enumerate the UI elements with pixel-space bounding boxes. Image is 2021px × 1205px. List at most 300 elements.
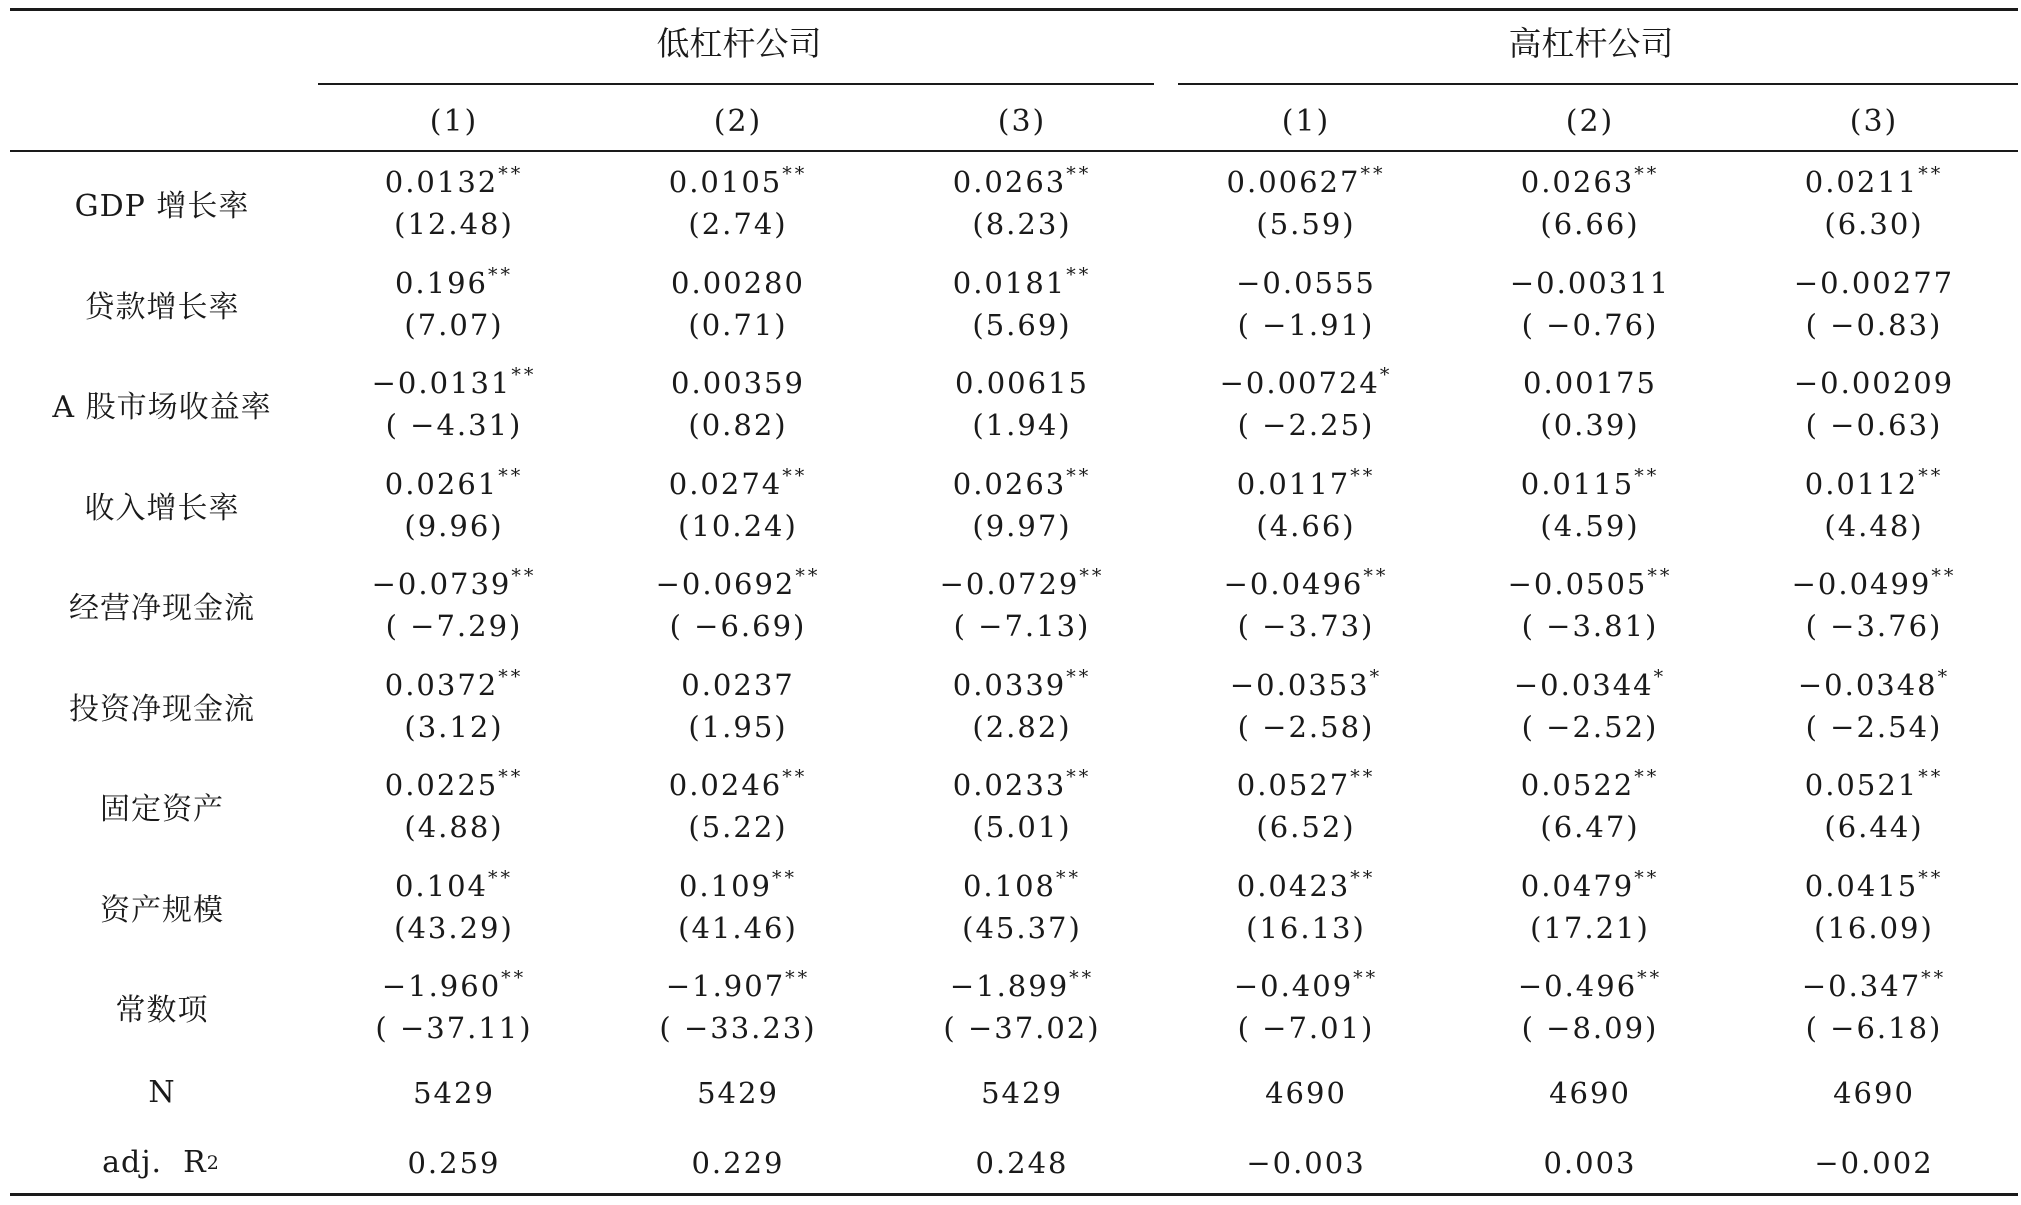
t-statistic: (4.48) (1824, 508, 1924, 543)
table-cell: −0.002 (1814, 1145, 1934, 1180)
coefficient (950, 965, 1094, 1007)
table-cell (1732, 756, 2016, 857)
table-row (0, 153, 2021, 254)
coefficient (963, 865, 1081, 907)
coefficient-value: 0.0339 (952, 667, 1067, 702)
coefficient (1237, 865, 1375, 907)
table-cell: 5429 (413, 1075, 495, 1110)
t-statistic: (8.23) (972, 207, 1072, 242)
coefficient (953, 262, 1091, 304)
table-cell: 5429 (697, 1075, 779, 1110)
row-label: adj. R 2 (102, 1145, 222, 1180)
table-cell (1448, 857, 1732, 958)
table-cell (596, 254, 880, 355)
coefficient-value: 0.0115 (1520, 466, 1635, 501)
coefficient (940, 563, 1105, 605)
t-statistic: (2.82) (972, 709, 1072, 744)
significance-stars: ** (501, 967, 527, 990)
t-statistic: ( −7.13) (953, 609, 1091, 644)
header-rule (10, 150, 2018, 152)
table-cell (1732, 254, 2016, 355)
coefficient (669, 764, 807, 806)
coefficient (1521, 161, 1659, 203)
table-row (0, 756, 2021, 857)
coefficient-value: −0.00311 (1509, 265, 1671, 300)
table-cell (312, 254, 596, 355)
table-cell: 4690 (1265, 1075, 1347, 1110)
table-cell (312, 656, 596, 757)
t-statistic: ( −2.58) (1237, 709, 1375, 744)
t-statistic: ( −6.69) (669, 609, 807, 644)
coefficient-value: −0.0505 (1507, 567, 1648, 602)
t-statistic: (45.37) (962, 910, 1082, 945)
t-statistic: (17.21) (1530, 910, 1650, 945)
significance-stars: * (1653, 665, 1667, 688)
significance-stars: ** (1350, 766, 1376, 789)
significance-stars: ** (782, 766, 808, 789)
significance-stars: ** (1066, 464, 1092, 487)
column-header: (3) (997, 104, 1047, 139)
coefficient (953, 664, 1091, 706)
table-row (0, 354, 2021, 455)
table-cell (312, 555, 596, 656)
t-statistic: ( −2.52) (1521, 709, 1659, 744)
significance-stars: ** (1353, 967, 1379, 990)
group-title-high-leverage: 高杠杆公司 (1508, 24, 1674, 63)
t-statistic: (1.94) (972, 408, 1072, 443)
significance-stars: ** (498, 464, 524, 487)
coefficient (1805, 161, 1943, 203)
t-statistic: (43.29) (394, 910, 514, 945)
coefficient-value: −0.0555 (1236, 265, 1376, 300)
significance-stars: ** (1363, 565, 1389, 588)
table-cell (312, 756, 596, 857)
t-statistic: (6.30) (1824, 207, 1924, 242)
table-row (0, 555, 2021, 656)
t-statistic: (0.39) (1540, 408, 1640, 443)
t-statistic: (9.97) (972, 508, 1072, 543)
coefficient (1521, 865, 1659, 907)
table-cell (596, 756, 880, 857)
coefficient (681, 664, 794, 706)
coefficient-value: 0.0105 (668, 165, 783, 200)
table-cell: 4690 (1549, 1075, 1631, 1110)
coefficient-value: −0.409 (1233, 969, 1354, 1004)
coefficient (671, 262, 805, 304)
table-cell (1448, 254, 1732, 355)
table-cell (1164, 254, 1448, 355)
significance-stars: ** (1921, 967, 1947, 990)
t-statistic: (4.59) (1540, 508, 1640, 543)
coefficient-value: 0.0522 (1520, 768, 1635, 803)
coefficient-value: 0.0263 (952, 466, 1067, 501)
coefficient (1220, 362, 1393, 404)
t-statistic: ( −0.63) (1805, 408, 1943, 443)
column-header: (1) (1281, 104, 1331, 139)
t-statistic: ( −0.83) (1805, 307, 1943, 342)
table-cell (596, 957, 880, 1058)
coefficient-value: 0.0372 (384, 667, 499, 702)
t-statistic: (0.71) (688, 307, 788, 342)
significance-stars: ** (782, 163, 808, 186)
row-label: GDP 增长率 (74, 189, 250, 225)
coefficient (395, 865, 513, 907)
significance-stars: ** (1079, 565, 1105, 588)
t-statistic: ( −2.25) (1237, 408, 1375, 443)
coefficient-value: −0.00209 (1793, 366, 1955, 401)
table-cell (312, 455, 596, 556)
table-cell (596, 656, 880, 757)
coefficient (1518, 965, 1662, 1007)
row-label: 投资净现金流 (69, 691, 255, 727)
coefficient (1792, 563, 1957, 605)
table-cell (1448, 957, 1732, 1058)
coefficient-value: 0.109 (678, 868, 773, 903)
table-cell (1164, 555, 1448, 656)
coefficient-value: −0.347 (1801, 969, 1922, 1004)
table-cell (596, 455, 880, 556)
table-cell (880, 153, 1164, 254)
column-header: (2) (713, 104, 763, 139)
table-cell (1164, 455, 1448, 556)
coefficient (1805, 764, 1943, 806)
coefficient (1794, 262, 1954, 304)
significance-stars: ** (1069, 967, 1095, 990)
t-statistic: ( −8.09) (1521, 1011, 1659, 1046)
coefficient-value: −1.899 (949, 969, 1070, 1004)
coefficient-value: 0.00280 (671, 265, 805, 300)
coefficient-value: 0.0263 (1520, 165, 1635, 200)
t-statistic: (41.46) (678, 910, 798, 945)
table-cell (880, 857, 1164, 958)
coefficient-value: −0.0131 (371, 366, 512, 401)
table-cell (1164, 857, 1448, 958)
t-statistic: ( −37.11) (375, 1011, 533, 1046)
coefficient-value: −1.960 (381, 969, 502, 1004)
table-cell (1164, 354, 1448, 455)
coefficient (372, 362, 537, 404)
coefficient-value: 0.0479 (1520, 868, 1635, 903)
table-row (0, 857, 2021, 958)
table-cell (1164, 153, 1448, 254)
coefficient (1805, 463, 1943, 505)
significance-stars: * (1379, 364, 1393, 387)
coefficient (1508, 563, 1673, 605)
t-statistic: (5.59) (1256, 207, 1356, 242)
table-cell (596, 555, 880, 656)
table-cell (880, 455, 1164, 556)
t-statistic: ( −37.02) (943, 1011, 1101, 1046)
table-cell (1448, 455, 1732, 556)
table-row (0, 455, 2021, 556)
significance-stars: ** (1066, 766, 1092, 789)
coefficient (385, 764, 523, 806)
coefficient-value: −0.0739 (371, 567, 512, 602)
row-label: N (148, 1075, 176, 1110)
table-cell (1448, 656, 1732, 757)
significance-stars: ** (772, 866, 798, 889)
table-cell (880, 656, 1164, 757)
coefficient-value: 0.0521 (1804, 768, 1919, 803)
bottom-rule (10, 1193, 2018, 1196)
t-statistic: ( −1.91) (1237, 307, 1375, 342)
coefficient (669, 463, 807, 505)
table-cell: 0.248 (975, 1145, 1069, 1180)
table-cell (1732, 555, 2016, 656)
row-label: 收入增长率 (84, 490, 240, 526)
row-label: 资产规模 (100, 892, 224, 928)
significance-stars: ** (785, 967, 811, 990)
t-statistic: (1.95) (688, 709, 788, 744)
t-statistic: (5.22) (688, 810, 788, 845)
coefficient-value: −0.0729 (939, 567, 1080, 602)
table-cell (596, 354, 880, 455)
coefficient (1521, 463, 1659, 505)
table-cell (312, 153, 596, 254)
table-cell (1732, 354, 2016, 455)
significance-stars: ** (1647, 565, 1673, 588)
t-statistic: ( −4.31) (385, 408, 523, 443)
t-statistic: (7.07) (404, 307, 504, 342)
table-cell (1164, 957, 1448, 1058)
significance-stars: ** (1918, 464, 1944, 487)
coefficient (385, 664, 523, 706)
significance-stars: * (1937, 665, 1951, 688)
coefficient-value: 0.0415 (1804, 868, 1919, 903)
significance-stars: ** (1634, 464, 1660, 487)
coefficient (1802, 965, 1946, 1007)
t-statistic: (3.12) (404, 709, 504, 744)
table-cell: 4690 (1833, 1075, 1915, 1110)
significance-stars: ** (1634, 766, 1660, 789)
table-cell (312, 354, 596, 455)
table-cell (1732, 455, 2016, 556)
coefficient-value: 0.0211 (1804, 165, 1919, 200)
significance-stars: * (1369, 665, 1383, 688)
coefficient-value: −0.00724 (1219, 366, 1380, 401)
t-statistic: (4.66) (1256, 508, 1356, 543)
significance-stars: ** (1918, 163, 1944, 186)
coefficient-value: −0.0496 (1223, 567, 1364, 602)
t-statistic: (5.01) (972, 810, 1072, 845)
t-statistic: (6.47) (1540, 810, 1640, 845)
coefficient (671, 362, 805, 404)
significance-stars: ** (1918, 766, 1944, 789)
significance-stars: ** (488, 866, 514, 889)
coefficient (385, 463, 523, 505)
table-cell (1732, 656, 2016, 757)
coefficient (1794, 362, 1954, 404)
table-cell: 5429 (981, 1075, 1063, 1110)
t-statistic: ( −3.81) (1521, 609, 1659, 644)
t-statistic: ( −6.18) (1805, 1011, 1943, 1046)
coefficient (382, 965, 526, 1007)
coefficient-value: 0.0117 (1236, 466, 1351, 501)
table-cell (1732, 153, 2016, 254)
table-cell (1732, 957, 2016, 1058)
coefficient (669, 161, 807, 203)
coefficient-value: 0.0261 (384, 466, 499, 501)
table-row-adj-r2 (0, 1128, 2021, 1198)
table-cell (596, 857, 880, 958)
t-statistic: ( −2.54) (1805, 709, 1943, 744)
coefficient (1237, 764, 1375, 806)
table-cell (312, 957, 596, 1058)
top-rule (10, 8, 2018, 11)
table-cell: −0.003 (1246, 1145, 1366, 1180)
table-cell (880, 957, 1164, 1058)
coefficient (1237, 463, 1375, 505)
coefficient (1510, 262, 1670, 304)
t-statistic: (16.09) (1814, 910, 1934, 945)
t-statistic: (6.66) (1540, 207, 1640, 242)
table-cell (1732, 857, 2016, 958)
table-cell (880, 756, 1164, 857)
t-statistic: (6.44) (1824, 810, 1924, 845)
significance-stars: ** (1066, 163, 1092, 186)
table-cell (1448, 756, 1732, 857)
table-cell: 0.003 (1543, 1145, 1637, 1180)
t-statistic: (10.24) (678, 508, 798, 543)
coefficient (955, 362, 1089, 404)
coefficient (1234, 965, 1378, 1007)
coefficient (1230, 664, 1382, 706)
coefficient (385, 161, 523, 203)
row-label: 固定资产 (100, 792, 224, 828)
coefficient (1805, 865, 1943, 907)
coefficient (953, 764, 1091, 806)
coefficient-value: −0.0499 (1791, 567, 1932, 602)
significance-stars: ** (1637, 967, 1663, 990)
t-statistic: (2.74) (688, 207, 788, 242)
coefficient (679, 865, 797, 907)
coefficient-value: 0.0112 (1804, 466, 1919, 501)
coefficient-value: −0.0344 (1513, 667, 1654, 702)
coefficient-value: 0.0263 (952, 165, 1067, 200)
t-statistic: ( −33.23) (659, 1011, 817, 1046)
table-cell (1448, 153, 1732, 254)
coefficient (953, 463, 1091, 505)
coefficient (372, 563, 537, 605)
table-cell: 0.259 (407, 1145, 501, 1180)
row-label: A 股市场收益率 (52, 390, 272, 426)
significance-stars: ** (1634, 866, 1660, 889)
group-title-low-leverage: 低杠杆公司 (656, 24, 822, 63)
t-statistic: (12.48) (394, 207, 514, 242)
coefficient-value: 0.0225 (384, 768, 499, 803)
t-statistic: ( −3.76) (1805, 609, 1943, 644)
t-statistic: (16.13) (1246, 910, 1366, 945)
table-row (0, 957, 2021, 1058)
significance-stars: ** (795, 565, 821, 588)
t-statistic: (5.69) (972, 307, 1072, 342)
t-statistic: ( −0.76) (1521, 307, 1659, 342)
significance-stars: ** (1931, 565, 1957, 588)
group-underline-low-leverage (318, 83, 1154, 85)
t-statistic: ( −3.73) (1237, 609, 1375, 644)
coefficient-value: 0.0237 (681, 667, 795, 702)
coefficient (656, 563, 821, 605)
significance-stars: ** (488, 263, 514, 286)
table-cell (1448, 354, 1732, 455)
coefficient (1523, 362, 1657, 404)
significance-stars: ** (1918, 866, 1944, 889)
significance-stars: ** (498, 163, 524, 186)
column-header: (2) (1565, 104, 1615, 139)
coefficient-value: 0.00615 (955, 366, 1089, 401)
coefficient (1236, 262, 1376, 304)
table-cell (1164, 756, 1448, 857)
coefficient-value: 0.196 (394, 265, 489, 300)
table-cell (880, 254, 1164, 355)
significance-stars: ** (511, 565, 537, 588)
coefficient-value: 0.0274 (668, 466, 783, 501)
table-cell (312, 857, 596, 958)
significance-stars: ** (511, 364, 537, 387)
table-row (0, 254, 2021, 355)
coefficient-value: 0.0233 (952, 768, 1067, 803)
coefficient-value: 0.0132 (384, 165, 499, 200)
coefficient-value: 0.00627 (1226, 165, 1361, 200)
coefficient-value: 0.0246 (668, 768, 783, 803)
table-cell (596, 153, 880, 254)
significance-stars: ** (782, 464, 808, 487)
coefficient (1798, 664, 1950, 706)
row-label: 经营净现金流 (69, 591, 255, 627)
coefficient-value: −0.0692 (655, 567, 796, 602)
significance-stars: ** (498, 665, 524, 688)
coefficient-value: −0.496 (1517, 969, 1638, 1004)
table-cell (880, 354, 1164, 455)
significance-stars: ** (1066, 263, 1092, 286)
t-statistic: (9.96) (404, 508, 504, 543)
table-cell (1448, 555, 1732, 656)
coefficient-value: 0.0527 (1236, 768, 1351, 803)
coefficient (1521, 764, 1659, 806)
t-statistic: ( −7.29) (385, 609, 523, 644)
t-statistic: (0.82) (688, 408, 788, 443)
t-statistic: (6.52) (1256, 810, 1356, 845)
significance-stars: ** (1066, 665, 1092, 688)
significance-stars: ** (1634, 163, 1660, 186)
coefficient-value: −0.0348 (1797, 667, 1938, 702)
table-cell (880, 555, 1164, 656)
coefficient (666, 965, 810, 1007)
significance-stars: ** (498, 766, 524, 789)
coefficient-value: −0.00277 (1793, 265, 1955, 300)
significance-stars: ** (1056, 866, 1082, 889)
coefficient-value: 0.108 (962, 868, 1057, 903)
group-underline-high-leverage (1178, 83, 2018, 85)
coefficient (953, 161, 1091, 203)
table-cell: 0.229 (691, 1145, 785, 1180)
row-label: 常数项 (115, 993, 209, 1029)
coefficient (395, 262, 513, 304)
significance-stars: ** (1350, 866, 1376, 889)
t-statistic: (4.88) (404, 810, 504, 845)
row-label: 贷款增长率 (84, 289, 240, 325)
coefficient-value: −1.907 (665, 969, 786, 1004)
significance-stars: ** (1360, 163, 1386, 186)
row-label-text: adj. R (102, 1145, 207, 1180)
coefficient-value: −0.0353 (1229, 667, 1370, 702)
coefficient (1224, 563, 1389, 605)
table-cell (1164, 656, 1448, 757)
coefficient-value: 0.0181 (952, 265, 1067, 300)
t-statistic: ( −7.01) (1237, 1011, 1375, 1046)
coefficient-value: 0.0423 (1236, 868, 1351, 903)
coefficient-value: 0.00359 (671, 366, 805, 401)
